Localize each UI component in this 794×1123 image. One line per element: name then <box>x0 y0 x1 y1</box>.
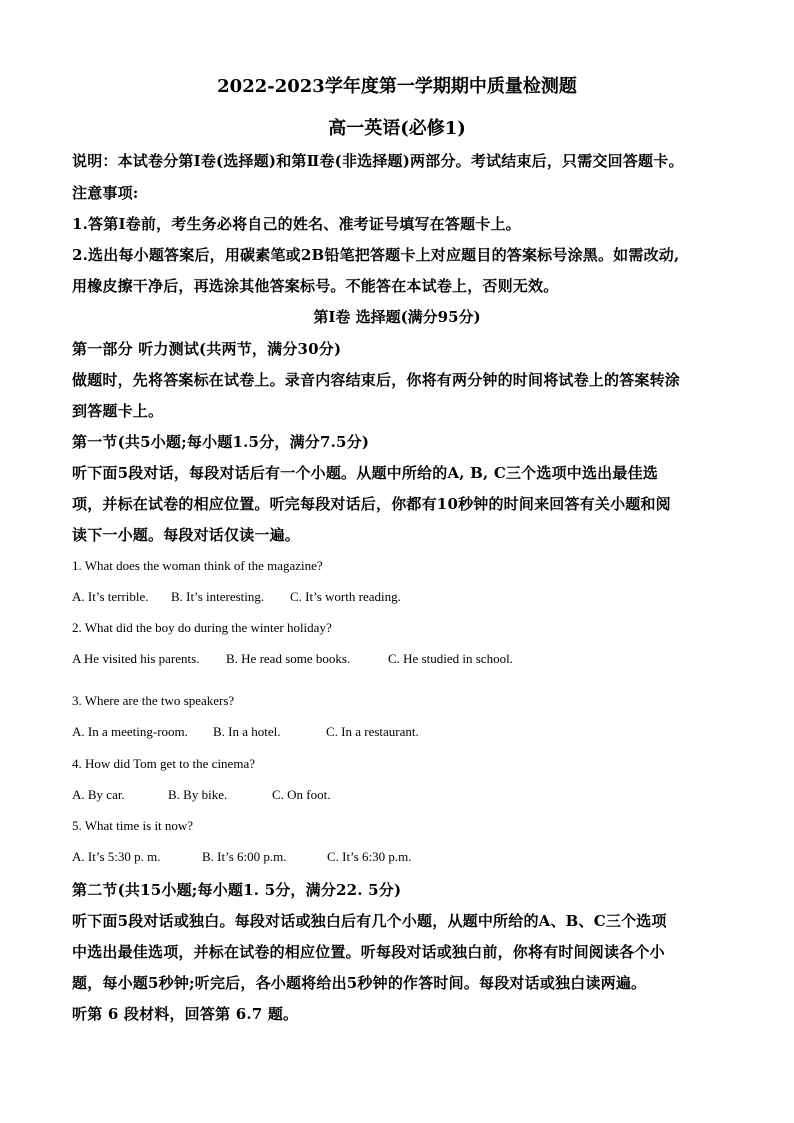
question-4-option-a: A. By car. <box>72 787 125 802</box>
question-1: 1. What does the woman think of the magazine? <box>72 558 323 573</box>
question-4-option-b: B. By bike. <box>168 787 228 802</box>
instruction-item-1: 1.答第Ⅰ卷前，考生务必将自己的姓名、准考证号填写在答题卡上。 <box>72 215 521 233</box>
question-3-option-a: A. In a meeting-room. <box>72 724 188 739</box>
question-3-option-c: C. In a restaurant. <box>326 724 419 739</box>
instruction-note: 说明：本试卷分第Ⅰ卷(选择题)和第Ⅱ卷(非选择题)两部分。考试结束后，只需交回答题卡。 <box>72 152 684 170</box>
question-1-option-b: B. It’s interesting. <box>171 589 265 604</box>
section-1-heading: 第一节(共5小题;每小题1.5分，满分7.5分) <box>72 433 370 451</box>
section-1-desc-line-2: 项，并标在试卷的相应位置。听完每段对话后，你都有10秒钟的时间来回答有关小题和阅 <box>72 495 671 513</box>
question-2-option-b: B. He read some books. <box>226 651 351 666</box>
instruction-attention: 注意事项: <box>72 184 139 202</box>
volume-1-heading: 第Ⅰ卷 选择题(满分95分) <box>313 308 481 326</box>
page-subtitle: 高一英语(必修1) <box>328 118 466 139</box>
instruction-item-2-line-2: 用橡皮擦干净后，再选涂其他答案标号。不能答在本试卷上，否则无效。 <box>72 277 559 295</box>
question-5-option-a: A. It’s 5:30 p. m. <box>72 849 161 864</box>
question-5-option-c: C. It’s 6:30 p.m. <box>327 849 412 864</box>
question-1-option-c: C. It’s worth reading. <box>290 589 401 604</box>
section-2-desc-line-2: 中选出最佳选项，并标在试卷的相应位置。听每段对话或独白前，你将有时间阅读各个小 <box>72 943 665 961</box>
question-4: 4. How did Tom get to the cinema? <box>72 756 255 771</box>
question-5: 5. What time is it now? <box>72 818 194 833</box>
question-5-option-b: B. It’s 6:00 p.m. <box>202 849 287 864</box>
part-1-desc-line-2: 到答题卡上。 <box>72 402 164 420</box>
page-title: 2022-2023学年度第一学期期中质量检测题 <box>217 76 577 97</box>
section-2-desc-line-1: 听下面5段对话或独白。每段对话或独白后有几个小题，从题中所给的A、B、C三个选项 <box>72 912 667 930</box>
section-1-desc-line-1: 听下面5段对话，每段对话后有一个小题。从题中所给的A, B, C三个选项中选出最佳选 <box>72 464 658 482</box>
section-1-desc-line-3: 读下一小题。每段对话仅读一遍。 <box>72 526 301 544</box>
section-2-desc-line-3: 题，每小题5秒钟;听完后，各小题将给出5秒钟的作答时间。每段对话或独白读两遍。 <box>72 974 647 992</box>
question-3: 3. Where are the two speakers? <box>72 693 235 708</box>
question-4-option-c: C. On foot. <box>272 787 331 802</box>
section-2-material: 听第 6 段材料，回答第 6.7 题。 <box>72 1005 299 1023</box>
instruction-item-2-line-1: 2.选出每小题答案后，用碳素笔或2B铅笔把答题卡上对应题目的答案标号涂黑。如需改动, <box>72 246 680 264</box>
question-1-option-a: A. It’s terrible. <box>72 589 149 604</box>
question-2-option-a: A He visited his parents. <box>72 651 200 666</box>
part-1-desc-line-1: 做题时，先将答案标在试卷上。录音内容结束后，你将有两分钟的时间将试卷上的答案转涂 <box>72 371 681 389</box>
question-2-option-c: C. He studied in school. <box>388 651 513 666</box>
question-3-option-b: B. In a hotel. <box>213 724 281 739</box>
section-2-heading: 第二节(共15小题;每小题1. 5分，满分22. 5分) <box>72 881 402 899</box>
part-1-heading: 第一部分 听力测试(共两节，满分30分) <box>72 340 342 358</box>
question-2: 2. What did the boy do during the winter holiday? <box>72 620 332 635</box>
